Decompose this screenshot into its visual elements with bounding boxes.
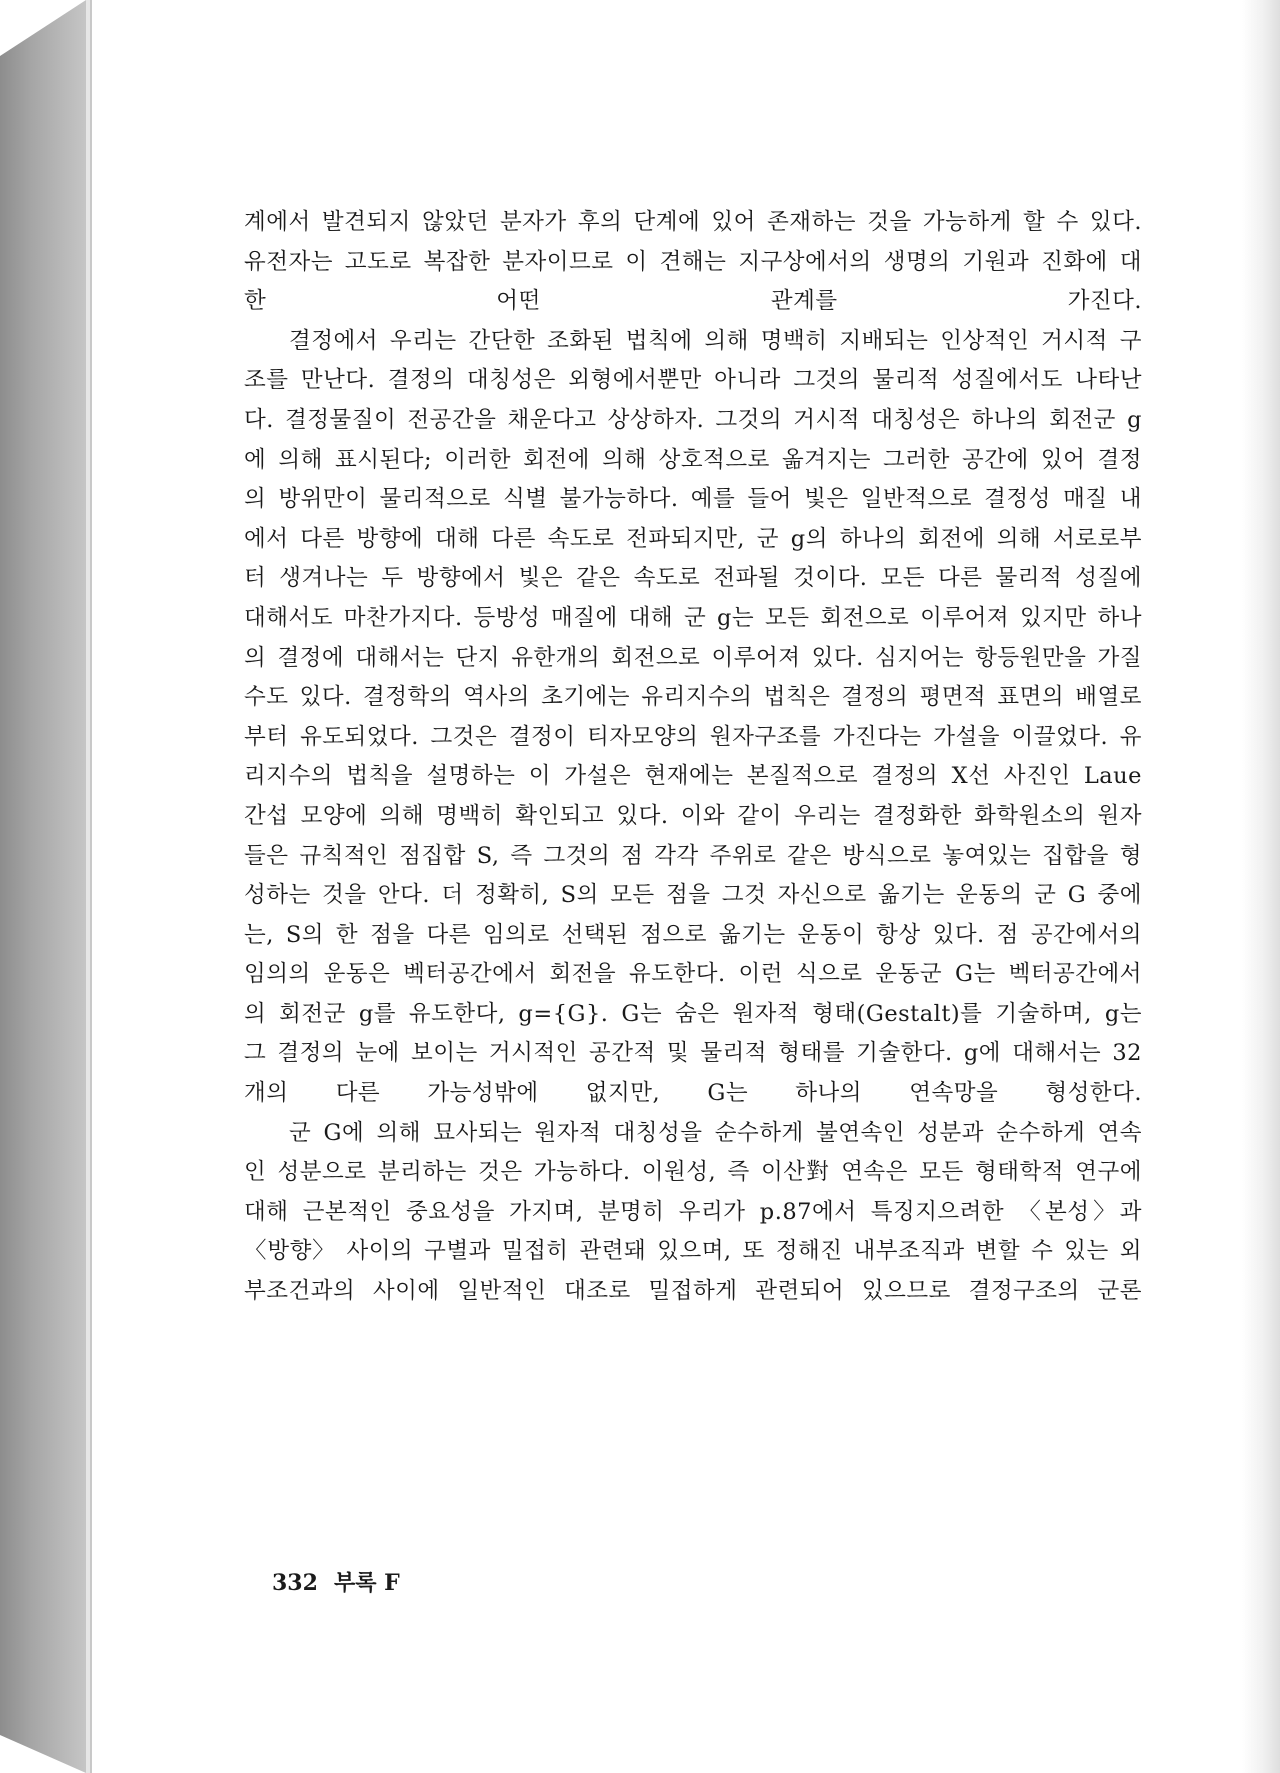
section-title: 부록 F <box>333 1570 400 1596</box>
body-text <box>244 203 1142 1312</box>
paragraph-2: 결정에서 우리는 간단한 조화된 법칙에 의해 명백히 지배되는 인상적인 거시적 구조를 만난다. 결정의 대칭성은 외형에서뿐만 아니라 그것의 물리적 성질에서도 나타난다. 결정물질이 전공간을 채운다고 상상하자. 그것의 거시적 대칭성은 하나의 회전군 g에 의해 표시된다; 이러한 회전에 의해 상호적으로 옮겨지는 그러한 공간에 있어 결정의 방위만이 물리적으로 식별 불가능하다. 예를 들어 빛은 일반적으로 결정성 매질 내에서 다른 방향에 대해 다른 속도로 전파되지만, 군 g의 하나의 회전에 의해 서로로부터 생겨나는 두 방향에서 빛은 같은 속도로 전파될 것이다. 모든 다른 물리적 성질에 대해서도 마찬가지다. 등방성 매질에 대해 군 g는 모든 회전으로 이루어져 있지만 하나의 결정에 대해서는 단지 유한개의 회전으로 이루어져 있다. 심지어는 항등원만을 가질 수도 있다. 결정학의 역사의 초기에는 유리지수의 법칙은 결정의 평면적 표면의 배열로부터 유도되었다. 그것은 결정이 티자모양의 원자구조를 가진다는 가설을 이끌었다. 유리지수의 법칙을 설명하는 이 가설은 현재에는 본질적으로 결정의 X선 사진인 Laue 간섭 모양에 의해 명백히 확인되고 있다. 이와 같이 우리는 결정화한 화학원소의 원자들은 규칙적인 점집합 S, 즉 그것의 점 각각 주위로 같은 방식으로 놓여있는 집합을 형성하는 것을 안다. 더 정확히, S의 모든 점을 그것 자신으로 옮기는 운동의 군 G 중에는, S의 한 점을 다른 임의로 선택된 점으로 옮기는 운동이 항상 있다. 점 공간에서의 임의의 운동은 벡터공간에서 회전을 유도한다. 이런 식으로 운동군 G는 벡터공간에서의 회전군 g를 유도한다, g={G}. G는 숨은 원자적 형태(Gestalt)를 기술하며, g는 그 결정의 눈에 보이는 거시적인 공간적 및 물리적 형태를 기술한다. g에 대해서는 32개의 다른 가능성밖에 없지만, G는 하나의 연속망을 형성한다. <box>244 327 1142 1107</box>
book-spine-edge <box>86 0 90 1773</box>
book-spine <box>0 0 92 1773</box>
paragraph-1: 계에서 발견되지 않았던 분자가 후의 단계에 있어 존재하는 것을 가능하게 할 수 있다. 유전자는 고도로 복잡한 분자이므로 이 견해는 지구상에서의 생명의 기원과 진화에 대한 어떤 관계를 가진다. <box>244 209 1142 315</box>
page-right-shadow <box>1242 0 1280 1773</box>
page-footer <box>272 1566 416 1597</box>
page-number: 332 <box>272 1570 318 1596</box>
paragraph-3: 군 G에 의해 묘사되는 원자적 대칭성을 순수하게 불연속인 성분과 순수하게 연속인 성분으로 분리하는 것은 가능하다. 이원성, 즉 이산對 연속은 모든 형태학적 연구에 대해 근본적인 중요성을 가지며, 분명히 우리가 p.87에서 특징지으려한 〈본성〉과 〈방향〉 사이의 구별과 밀접히 관련돼 있으며, 또 정해진 내부조직과 변할 수 있는 외부조건과의 사이에 일반적인 대조로 밀접하게 관련되어 있으므로 결정구조의 군론 <box>244 1119 1142 1305</box>
